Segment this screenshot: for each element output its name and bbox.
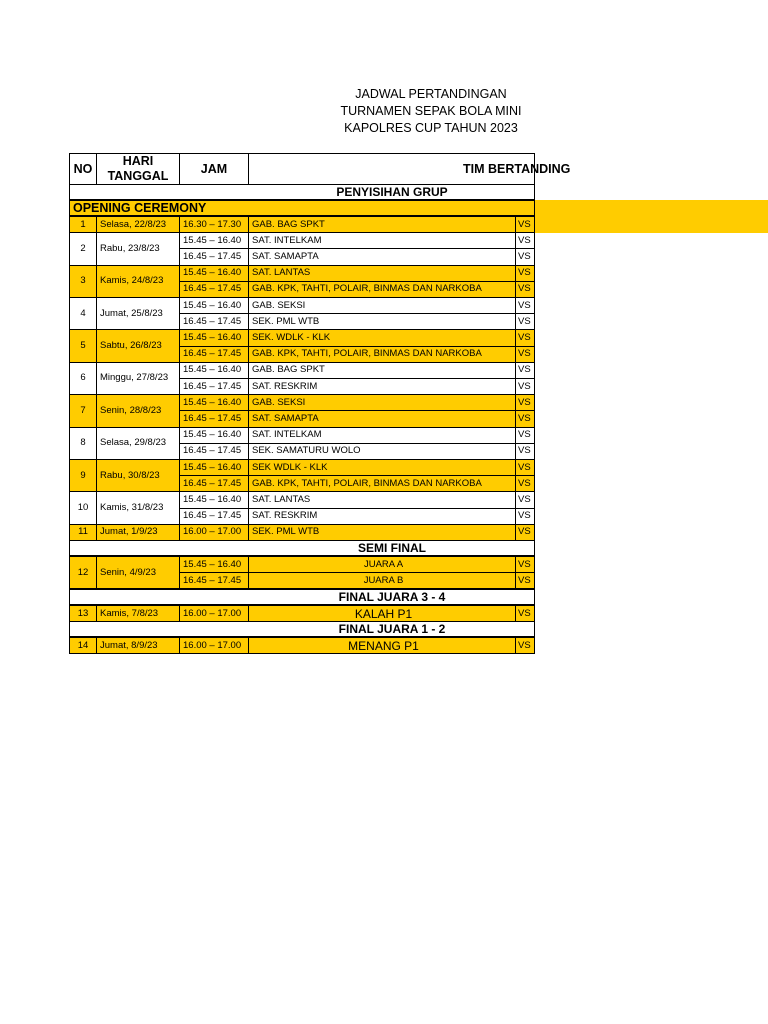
match-time: 15.45 – 16.40: [179, 556, 249, 573]
match-team: SAT. LANTAS: [248, 491, 516, 508]
match-team: SAT. RESKRIM: [248, 378, 516, 395]
match-team: GAB. BAG SPKT: [248, 362, 516, 379]
section-final-juara-3-4: FINAL JUARA 3 - 4: [69, 589, 535, 605]
match-day: Jumat, 25/8/23: [96, 297, 180, 330]
vs-label: VS: [515, 362, 535, 379]
section-final-juara-1-2: FINAL JUARA 1 - 2: [69, 621, 535, 637]
match-time: 16.30 – 17.30: [179, 216, 249, 233]
match-time: 16.45 – 17.45: [179, 248, 249, 265]
match-team: SAT. SAMAPTA: [248, 410, 516, 427]
vs-label: VS: [515, 378, 535, 395]
match-team: SEK WDLK - KLK: [248, 459, 516, 476]
match-team: SAT. SAMAPTA: [248, 248, 516, 265]
match-team: GAB. KPK, TAHTI, POLAIR, BINMAS DAN NARKOBA: [248, 475, 516, 492]
match-number: 4: [69, 297, 97, 330]
match-number: 7: [69, 394, 97, 427]
match-day: Selasa, 29/8/23: [96, 427, 180, 460]
vs-label: VS: [515, 297, 535, 314]
match-day: Minggu, 27/8/23: [96, 362, 180, 395]
vs-label: VS: [515, 346, 535, 363]
match-time: 16.00 – 17.00: [179, 605, 249, 622]
match-time: 16.45 – 17.45: [179, 313, 249, 330]
match-team: SAT. RESKRIM: [248, 508, 516, 525]
match-number: 9: [69, 459, 97, 492]
match-day: Jumat, 1/9/23: [96, 524, 180, 541]
title-line-2: TURNAMEN SEPAK BOLA MINI: [340, 104, 522, 118]
vs-label: VS: [515, 281, 535, 298]
match-day: Kamis, 24/8/23: [96, 265, 180, 298]
match-number: 10: [69, 491, 97, 524]
vs-label: VS: [515, 475, 535, 492]
match-day: Kamis, 7/8/23: [96, 605, 180, 622]
match-number: 11: [69, 524, 97, 541]
match-day: Sabtu, 26/8/23: [96, 329, 180, 362]
vs-label: VS: [515, 265, 535, 282]
vs-label: VS: [515, 216, 535, 233]
match-team: SAT. INTELKAM: [248, 232, 516, 249]
match-team: GAB. KPK, TAHTI, POLAIR, BINMAS DAN NARKOBA: [248, 281, 516, 298]
match-team: SEK. PML WTB: [248, 313, 516, 330]
vs-label: VS: [515, 394, 535, 411]
vs-label: VS: [515, 508, 535, 525]
vs-label: VS: [515, 443, 535, 460]
vs-label: VS: [515, 329, 535, 346]
match-time: 15.45 – 16.40: [179, 297, 249, 314]
match-number: 8: [69, 427, 97, 460]
match-day: Rabu, 30/8/23: [96, 459, 180, 492]
match-team: SAT. LANTAS: [248, 265, 516, 282]
match-number: 6: [69, 362, 97, 395]
match-day: Senin, 4/9/23: [96, 556, 180, 589]
match-time: 16.00 – 17.00: [179, 524, 249, 541]
vs-label: VS: [515, 491, 535, 508]
vs-label: VS: [515, 410, 535, 427]
header-tim: TIM BERTANDING: [248, 153, 535, 185]
match-time: 15.45 – 16.40: [179, 427, 249, 444]
match-time: 16.45 – 17.45: [179, 346, 249, 363]
vs-label: VS: [515, 459, 535, 476]
match-team: MENANG P1: [248, 637, 516, 654]
match-time: 15.45 – 16.40: [179, 232, 249, 249]
match-day: Senin, 28/8/23: [96, 394, 180, 427]
header-hari-tanggal: HARI TANGGAL: [96, 153, 180, 185]
match-number: 1: [69, 216, 97, 233]
match-time: 16.45 – 17.45: [179, 410, 249, 427]
vs-label: VS: [515, 524, 535, 541]
match-team: GAB. BAG SPKT: [248, 216, 516, 233]
match-team: SEK. SAMATURU WOLO: [248, 443, 516, 460]
header-no: NO: [69, 153, 97, 185]
match-day: Rabu, 23/8/23: [96, 232, 180, 265]
section-opening-ceremony: OPENING CEREMONY: [69, 200, 535, 216]
opening-highlight-band: [535, 200, 768, 233]
section-semi-final: SEMI FINAL: [69, 540, 535, 556]
match-number: 5: [69, 329, 97, 362]
match-team: GAB. SEKSI: [248, 297, 516, 314]
match-number: 13: [69, 605, 97, 622]
match-team: JUARA B: [248, 572, 516, 589]
title-line-1: JADWAL PERTANDINGAN: [355, 87, 507, 101]
match-time: 15.45 – 16.40: [179, 329, 249, 346]
match-day: Kamis, 31/8/23: [96, 491, 180, 524]
match-number: 14: [69, 637, 97, 654]
match-time: 16.00 – 17.00: [179, 637, 249, 654]
match-time: 16.45 – 17.45: [179, 572, 249, 589]
match-team: KALAH P1: [248, 605, 516, 622]
vs-label: VS: [515, 637, 535, 654]
match-team: SAT. INTELKAM: [248, 427, 516, 444]
match-time: 15.45 – 16.40: [179, 265, 249, 282]
match-time: 15.45 – 16.40: [179, 459, 249, 476]
vs-label: VS: [515, 556, 535, 573]
vs-label: VS: [515, 605, 535, 622]
match-time: 15.45 – 16.40: [179, 491, 249, 508]
match-team: GAB. KPK, TAHTI, POLAIR, BINMAS DAN NARKOBA: [248, 346, 516, 363]
match-time: 16.45 – 17.45: [179, 508, 249, 525]
match-team: JUARA A: [248, 556, 516, 573]
header-jam: JAM: [179, 153, 249, 185]
match-time: 15.45 – 16.40: [179, 362, 249, 379]
match-time: 16.45 – 17.45: [179, 475, 249, 492]
vs-label: VS: [515, 313, 535, 330]
match-number: 3: [69, 265, 97, 298]
match-team: SEK. WDLK - KLK: [248, 329, 516, 346]
match-day: Jumat, 8/9/23: [96, 637, 180, 654]
vs-label: VS: [515, 572, 535, 589]
match-number: 2: [69, 232, 97, 265]
section-penyisihan-grup: PENYISIHAN GRUP: [69, 184, 535, 200]
match-time: 16.45 – 17.45: [179, 378, 249, 395]
match-time: 16.45 – 17.45: [179, 443, 249, 460]
match-time: 16.45 – 17.45: [179, 281, 249, 298]
vs-label: VS: [515, 248, 535, 265]
match-time: 15.45 – 16.40: [179, 394, 249, 411]
title-line-3: KAPOLRES CUP TAHUN 2023: [344, 121, 518, 135]
match-team: GAB. SEKSI: [248, 394, 516, 411]
match-day: Selasa, 22/8/23: [96, 216, 180, 233]
vs-label: VS: [515, 427, 535, 444]
vs-label: VS: [515, 232, 535, 249]
match-number: 12: [69, 556, 97, 589]
match-team: SEK. PML WTB: [248, 524, 516, 541]
